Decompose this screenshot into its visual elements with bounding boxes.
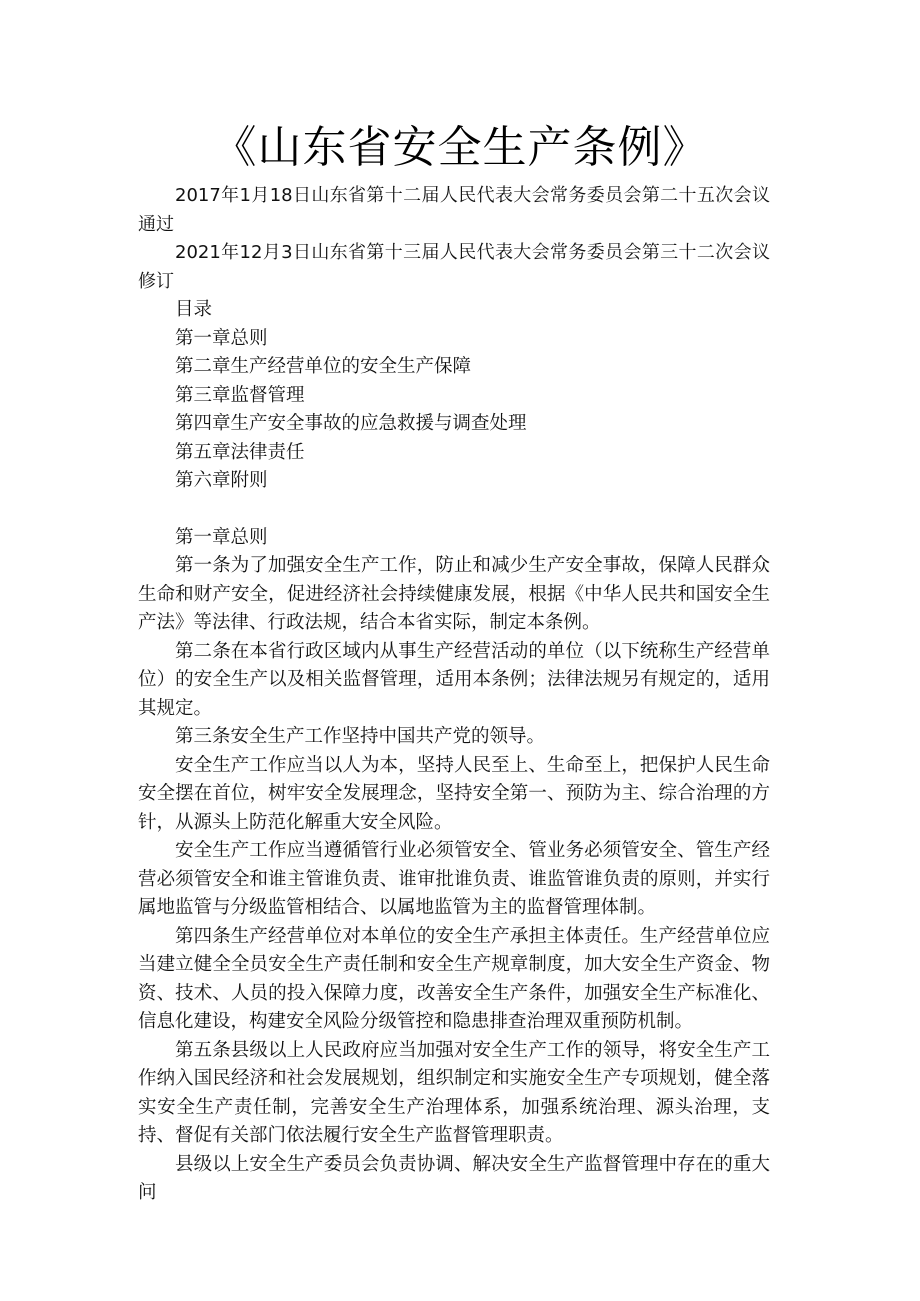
chapter-heading: 第一章总则 — [175, 526, 268, 548]
document-body — [138, 182, 770, 1208]
article-paragraph: 安全生产工作应当遵循管行业必须管安全、管业务必须管安全、管生产经营必须管安全和谁主管谁负责、谁审批谁负责、谁监管谁负责的原则，并实行属地监管与分级监管相结合、以属地监管为主的监督管理体制。 — [138, 840, 770, 918]
toc-heading: 目录 — [175, 299, 213, 320]
toc-item: 第一章总则 — [175, 327, 268, 349]
toc-item: 第二章生产经营单位的安全生产保障 — [175, 356, 472, 377]
toc-item: 第三章监督管理 — [175, 384, 305, 406]
section-spacer — [138, 496, 770, 524]
article-paragraph: 县级以上安全生产委员会负责协调、解决安全生产监督管理中存在的重大问 — [138, 1153, 770, 1203]
article-paragraph: 第二条在本省行政区域内从事生产经营活动的单位（以下统称生产经营单位）的安全生产以及相关监督管理，适用本条例；法律法规另有规定的，适用其规定。 — [138, 640, 770, 719]
document-title: 《山东省安全生产条例》 — [212, 122, 708, 173]
article-paragraph: 第四条生产经营单位对本单位的安全生产承担主体责任。生产经营单位应当建立健全全员安全生产责任制和安全生产规章制度，加大安全生产资金、物资、技术、人员的投入保障力度，改善安全生产条件，加强安全生产标准化、信息化建设，构建安全风险分级管控和隐患排查治理双重预防机制。 — [138, 925, 770, 1032]
article-paragraph: 第五条县级以上人民政府应当加强对安全生产工作的领导，将安全生产工作纳入国民经济和社会发展规划，组织制定和实施安全生产专项规划，健全落实安全生产责任制，完善安全生产治理体系，加强系统治理、源头治理，支持、督促有关部门依法履行安全生产监督管理职责。 — [138, 1039, 770, 1146]
toc-item: 第四章生产安全事故的应急救援与调查处理 — [175, 413, 527, 434]
toc-item: 第五章法律责任 — [175, 441, 305, 463]
adoption-date: 2017年1月18日山东省第十二届人民代表大会常务委员会第二十五次会议通过 — [138, 185, 770, 235]
toc-item: 第六章附则 — [175, 470, 268, 491]
article-paragraph: 第三条安全生产工作坚持中国共产党的领导。 — [175, 726, 546, 747]
article-paragraph: 第一条为了加强安全生产工作，防止和减少生产安全事故，保障人民群众生命和财产安全，促进经济社会持续健康发展，根据《中华人民共和国安全生产法》等法律、行政法规，结合本省实际，制定本条例。 — [138, 555, 770, 633]
article-paragraph: 安全生产工作应当以人为本，坚持人民至上、生命至上，把保护人民生命安全摆在首位，树牢安全发展理念，坚持安全第一、预防为主、综合治理的方针，从源头上防范化解重大安全风险。 — [138, 754, 770, 833]
revision-date: 2021年12月3日山东省第十三届人民代表大会常务委员会第三十二次会议修订 — [138, 242, 770, 292]
